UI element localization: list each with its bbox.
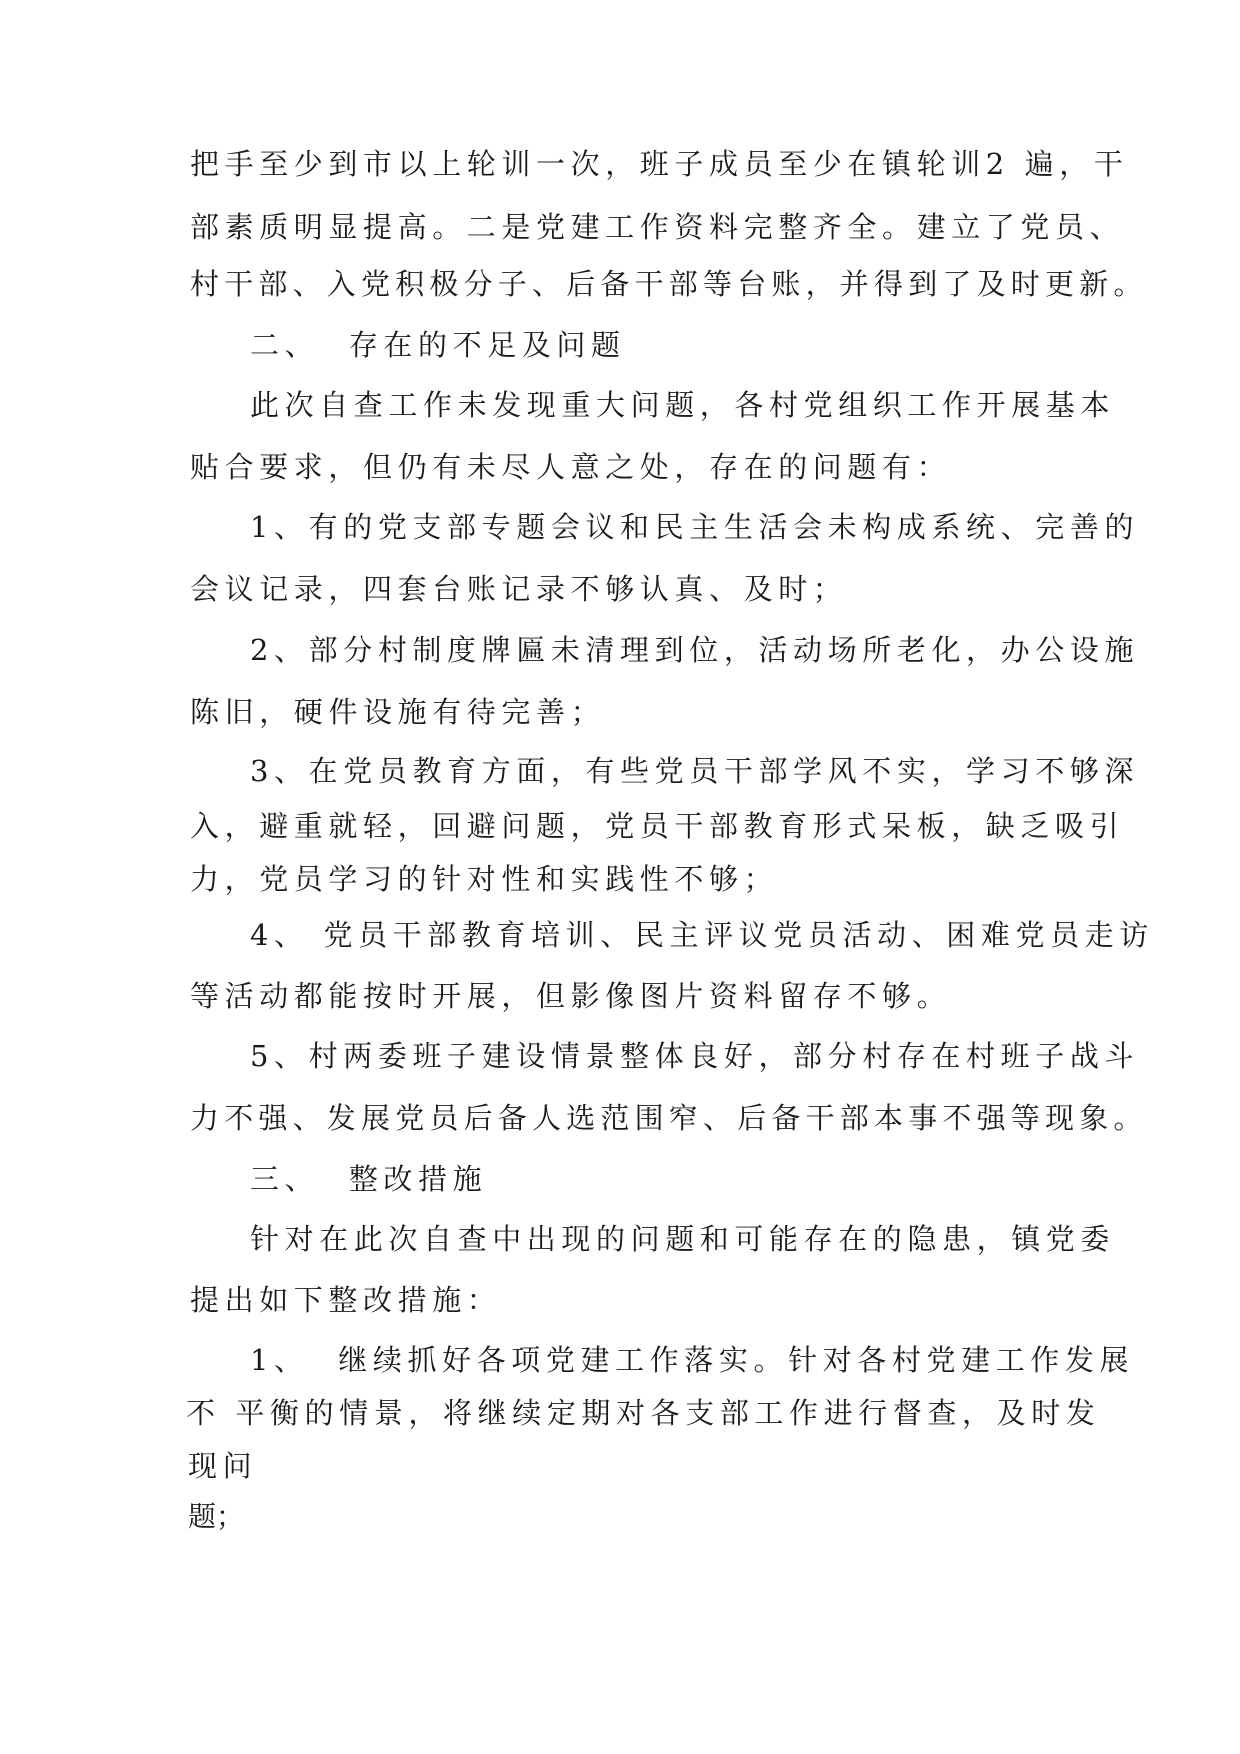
body-line: 把手至少到市以上轮训一次，班子成员至少在镇轮训2 遍，干 [190,147,1129,181]
body-line: 村干部、入党积极分子、后备干部等台账，并得到了及时更新。 [190,267,1148,301]
list-item: 3、在党员教育方面，有些党员干部学风不实，学习不够深 [250,754,1140,788]
body-line: 贴合要求，但仍有未尽人意之处，存在的问题有： [190,450,952,484]
body-line: 力，党员学习的针对性和实践性不够； [190,862,779,896]
body-line: 提出如下整改措施： [190,1283,502,1317]
body-line: 现问 [188,1449,258,1483]
body-line: 等活动都能按时开展，但影像图片资料留存不够。 [190,979,952,1013]
body-line: 陈旧，硬件设施有待完善； [190,695,606,729]
list-item: 4、 党员干部教育培训、民主评议党员活动、困难党员走访 [250,918,1154,952]
list-item: 5、村两委班子建设情景整体良好，部分村存在村班子战斗 [250,1039,1140,1073]
body-line: 题； [188,1500,245,1533]
section-heading: 三、 整改措施 [250,1162,488,1196]
list-item: 2、部分村制度牌匾未清理到位，活动场所老化，办公设施 [250,633,1140,667]
body-line: 会议记录，四套台账记录不够认真、及时； [190,572,848,606]
body-line: 针对在此次自查中出现的问题和可能存在的隐患，镇党委 [250,1222,1116,1256]
body-line: 入，避重就轻，回避问题，党员干部教育形式呆板，缺乏吸引 [190,809,1125,843]
list-item: 1、 继续抓好各项党建工作落实。针对各村党建工作发展 [250,1343,1135,1377]
section-heading: 二、 存在的不足及问题 [250,328,626,362]
list-item: 1、有的党支部专题会议和民主生活会未构成系统、完善的 [250,510,1140,544]
body-line: 不 平衡的情景，将继续定期对各支部工作进行督查，及时发 [186,1396,1101,1430]
body-line: 此次自查工作未发现重大问题，各村党组织工作开展基本 [250,388,1116,422]
body-line: 部素质明显提高。二是党建工作资料完整齐全。建立了党员、 [190,210,1125,244]
body-line: 力不强、发展党员后备人选范围窄、后备干部本事不强等现象。 [190,1101,1148,1135]
